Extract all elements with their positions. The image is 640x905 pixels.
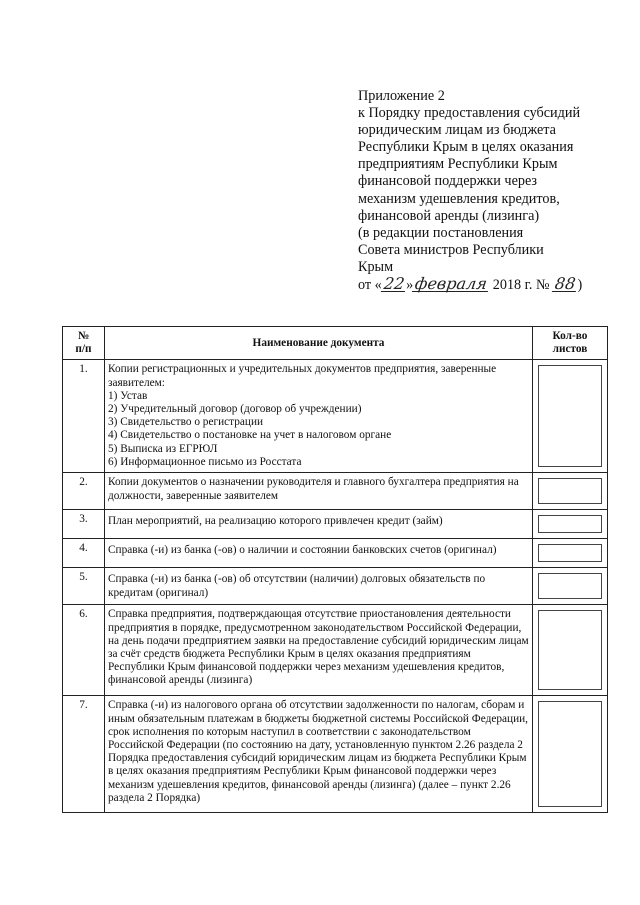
row-sheet-count <box>533 696 608 813</box>
row-num: 3. <box>63 510 105 539</box>
list-item: 4) Свидетельство о постановке на учет в налоговом органе <box>108 429 392 442</box>
documents-table <box>62 326 608 813</box>
row-num: 5. <box>63 568 105 605</box>
count-box <box>538 573 602 599</box>
list-item: 3) Свидетельство о регистрации <box>108 416 264 429</box>
handwritten-number: 88 <box>553 274 577 294</box>
document-list <box>108 390 529 469</box>
row-num: 1. <box>63 360 105 473</box>
appendix-line: предприятиям Республики Крым <box>358 156 558 173</box>
list-item: 2) Учредительный договор (договор об учреждении) <box>108 403 362 416</box>
table-row <box>63 605 608 696</box>
appendix-line: Крым <box>358 258 394 275</box>
count-box <box>538 701 602 807</box>
row-sheet-count <box>533 510 608 539</box>
row-sheet-count <box>533 473 608 510</box>
list-item: 1) Устав <box>108 389 148 402</box>
row-num: 7. <box>63 696 105 813</box>
row-document: Копии документов о назначении руководителя и главного бухгалтера предприятия на должности, заверенные заявителем <box>105 473 533 510</box>
appendix-line: (в редакции постановления <box>358 224 524 241</box>
count-box <box>538 610 602 690</box>
row-num: 6. <box>63 605 105 696</box>
row-document: Справка (-и) из банка (-ов) об отсутствии (наличии) долговых обязательств по кредитам (оригинал) <box>105 568 533 605</box>
resolution-date-line <box>358 276 628 294</box>
row-document: Справка предприятия, подтверждающая отсутствие приостановления деятельности предприятия в порядке, предусмотренном законодательством Российской Федерации, на день подачи предприятием заявки на предоставление субсидий юридическим лицам за счёт средств бюджета Республики Крым в целях оказания предприятиям Республики Крым финансовой поддержки через механизм удешевления кредитов, финансовой аренды (лизинга) <box>105 605 533 696</box>
date-separator: » <box>406 277 414 294</box>
row-document: План мероприятий, на реализацию которого привлечен кредит (займ) <box>105 510 533 539</box>
appendix-line: финансовой поддержки через <box>358 173 538 190</box>
header-num: № п/п <box>63 327 105 360</box>
header-sheet-count: Кол-во листов <box>533 327 608 360</box>
row-text: Копии регистрационных и учредительных документов предприятия, заверенные заявителем: <box>108 363 497 389</box>
appendix-line: Республики Крым в целях оказания <box>358 139 574 156</box>
handwritten-month: февраля <box>413 274 489 294</box>
date-suffix: ) <box>577 277 583 294</box>
table-row <box>63 568 608 605</box>
table-row <box>63 473 608 510</box>
appendix-line: юридическим лицам из бюджета <box>358 122 556 139</box>
table-row <box>63 360 608 473</box>
table-row <box>63 696 608 813</box>
row-document: Справка (-и) из налогового органа об отсутствии задолженности по налогам, сборам и иным обязательным платежам в бюджеты бюджетной системы Российской Федерации, срок исполнения по которым наступил в соответствии с законодательством Российской Федерации (по состоянию на дату, установленную пунктом 2.26 раздела 2 Порядка предоставления субсидий юридическим лицам из бюджета Республики Крым в целях оказания предприятиям Республики Крым финансовой поддержки через механизм удешевления кредитов, финансовой аренды (лизинга) (далее – пункт 2.26 раздела 2 Порядка) <box>105 696 533 813</box>
row-sheet-count <box>533 568 608 605</box>
handwritten-day: 22 <box>382 274 406 294</box>
row-num: 4. <box>63 539 105 568</box>
count-box <box>538 544 602 562</box>
date-prefix: от « <box>358 277 382 294</box>
row-document <box>105 360 533 473</box>
table-header-row <box>63 327 608 360</box>
table-row <box>63 539 608 568</box>
row-sheet-count <box>533 539 608 568</box>
row-document: Справка (-и) из банка (-ов) о наличии и состоянии банковских счетов (оригинал) <box>105 539 533 568</box>
count-box <box>538 365 602 467</box>
appendix-line: механизм удешевления кредитов, <box>358 190 560 207</box>
row-sheet-count <box>533 605 608 696</box>
list-item: 6) Информационное письмо из Росстата <box>108 455 302 468</box>
appendix-line: к Порядку предоставления субсидий <box>358 105 581 122</box>
header-document-name: Наименование документа <box>105 327 533 360</box>
count-box <box>538 478 602 504</box>
row-sheet-count <box>533 360 608 473</box>
appendix-line: Приложение 2 <box>358 88 445 104</box>
appendix-block <box>358 88 628 294</box>
appendix-line: финансовой аренды (лизинга) <box>358 207 540 224</box>
date-year: 2018 г. № <box>492 277 550 294</box>
appendix-line: Совета министров Республики <box>358 241 544 258</box>
row-num: 2. <box>63 473 105 510</box>
table-row <box>63 510 608 539</box>
list-item: 5) Выписка из ЕГРЮЛ <box>108 442 218 455</box>
count-box <box>538 515 602 533</box>
